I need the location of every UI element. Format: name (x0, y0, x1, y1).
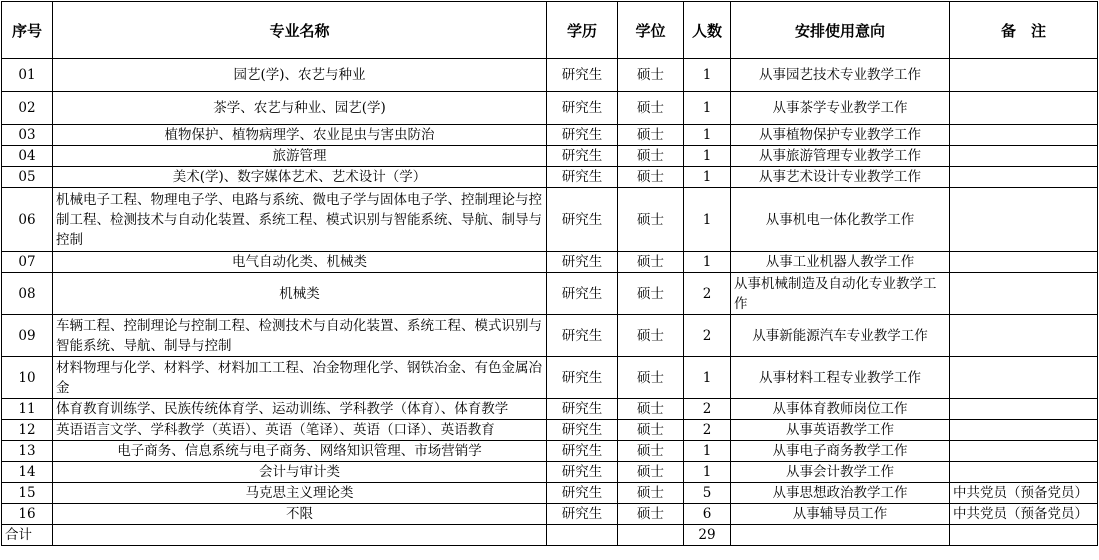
table-row (2, 399, 1098, 420)
cell-note (950, 92, 1098, 125)
cell-count: 1 (684, 59, 731, 92)
cell-intent: 从事辅导员工作 (731, 504, 950, 525)
cell-intent: 从事思想政治教学工作 (731, 483, 950, 504)
cell-degree: 硕士 (618, 483, 684, 504)
cell-index: 13 (2, 441, 53, 462)
cell-intent: 从事机电一体化教学工作 (731, 188, 950, 252)
cell-index: 03 (2, 125, 53, 146)
cell-education: 研究生 (547, 125, 618, 146)
cell-note (950, 59, 1098, 92)
cell-intent: 从事旅游管理专业教学工作 (731, 146, 950, 167)
cell-index: 08 (2, 273, 53, 315)
cell-degree: 硕士 (618, 146, 684, 167)
cell-note (950, 167, 1098, 188)
cell-major: 植物保护、植物病理学、农业昆虫与害虫防治 (53, 125, 547, 146)
header-intent: 安排使用意向 (731, 2, 950, 59)
cell-index: 12 (2, 420, 53, 441)
table-row (2, 483, 1098, 504)
cell-major: 材料物理与化学、材料学、材料加工工程、冶金物理化学、钢铁冶金、有色金属冶金 (53, 357, 547, 399)
cell-major: 车辆工程、控制理论与控制工程、检测技术与自动化装置、系统工程、模式识别与智能系统、导航、制导与控制 (53, 315, 547, 357)
cell-degree: 硕士 (618, 420, 684, 441)
cell-education: 研究生 (547, 441, 618, 462)
cell-index: 16 (2, 504, 53, 525)
cell-education: 研究生 (547, 188, 618, 252)
cell-major: 马克思主义理论类 (53, 483, 547, 504)
cell-count: 2 (684, 399, 731, 420)
cell-major: 旅游管理 (53, 146, 547, 167)
header-count: 人数 (684, 2, 731, 59)
cell-intent: 从事会计教学工作 (731, 462, 950, 483)
cell-count: 1 (684, 441, 731, 462)
cell-major: 不限 (53, 504, 547, 525)
cell-education: 研究生 (547, 92, 618, 125)
cell-major: 园艺(学)、农艺与种业 (53, 59, 547, 92)
cell-intent: 从事新能源汽车专业教学工作 (731, 315, 950, 357)
cell-count: 2 (684, 315, 731, 357)
header-education: 学历 (547, 2, 618, 59)
cell-major: 会计与审计类 (53, 462, 547, 483)
cell-education: 研究生 (547, 357, 618, 399)
recruitment-table (1, 1, 1098, 546)
cell-degree: 硕士 (618, 59, 684, 92)
cell-count: 6 (684, 504, 731, 525)
header-major: 专业名称 (53, 2, 547, 59)
cell-count: 5 (684, 483, 731, 504)
cell-intent: 从事机械制造及自动化专业教学工作 (731, 273, 950, 315)
total-empty-major (53, 525, 547, 546)
total-empty-degree (618, 525, 684, 546)
cell-major: 英语语言文学、学科教学（英语）、英语（笔译）、英语（口译）、英语教育 (53, 420, 547, 441)
total-label: 合计 (2, 525, 53, 546)
cell-major: 美术(学)、数字媒体艺术、艺术设计（学） (53, 167, 547, 188)
total-row (2, 525, 1098, 546)
cell-index: 10 (2, 357, 53, 399)
table-row (2, 59, 1098, 92)
cell-count: 1 (684, 125, 731, 146)
table-row (2, 146, 1098, 167)
cell-education: 研究生 (547, 146, 618, 167)
cell-intent: 从事材料工程专业教学工作 (731, 357, 950, 399)
cell-degree: 硕士 (618, 188, 684, 252)
cell-index: 09 (2, 315, 53, 357)
header-row (2, 2, 1098, 59)
cell-index: 11 (2, 399, 53, 420)
cell-index: 14 (2, 462, 53, 483)
cell-education: 研究生 (547, 483, 618, 504)
cell-degree: 硕士 (618, 167, 684, 188)
cell-index: 15 (2, 483, 53, 504)
cell-index: 05 (2, 167, 53, 188)
header-degree: 学位 (618, 2, 684, 59)
cell-major: 茶学、农艺与种业、园艺(学) (53, 92, 547, 125)
cell-note: 中共党员（预备党员） (950, 504, 1098, 525)
cell-education: 研究生 (547, 315, 618, 357)
table-row (2, 420, 1098, 441)
table-row (2, 252, 1098, 273)
cell-index: 07 (2, 252, 53, 273)
table-row (2, 441, 1098, 462)
cell-count: 2 (684, 420, 731, 441)
cell-count: 2 (684, 273, 731, 315)
cell-intent: 从事体育教师岗位工作 (731, 399, 950, 420)
header-index: 序号 (2, 2, 53, 59)
header-note: 备 注 (950, 2, 1098, 59)
cell-degree: 硕士 (618, 315, 684, 357)
cell-note (950, 399, 1098, 420)
cell-count: 1 (684, 462, 731, 483)
cell-note (950, 146, 1098, 167)
cell-degree: 硕士 (618, 92, 684, 125)
cell-education: 研究生 (547, 273, 618, 315)
cell-education: 研究生 (547, 399, 618, 420)
table-row (2, 167, 1098, 188)
cell-intent: 从事艺术设计专业教学工作 (731, 167, 950, 188)
cell-note (950, 357, 1098, 399)
cell-index: 02 (2, 92, 53, 125)
cell-intent: 从事茶学专业教学工作 (731, 92, 950, 125)
cell-note (950, 441, 1098, 462)
cell-index: 06 (2, 188, 53, 252)
cell-degree: 硕士 (618, 252, 684, 273)
cell-note (950, 462, 1098, 483)
cell-note: 中共党员（预备党员） (950, 483, 1098, 504)
cell-degree: 硕士 (618, 357, 684, 399)
cell-major: 电子商务、信息系统与电子商务、网络知识管理、市场营销学 (53, 441, 547, 462)
table-row (2, 462, 1098, 483)
cell-note (950, 252, 1098, 273)
total-count: 29 (684, 525, 731, 546)
cell-major: 体育教育训练学、民族传统体育学、运动训练、学科教学（体育）、体育教学 (53, 399, 547, 420)
cell-count: 1 (684, 146, 731, 167)
cell-degree: 硕士 (618, 441, 684, 462)
cell-education: 研究生 (547, 252, 618, 273)
cell-education: 研究生 (547, 462, 618, 483)
cell-intent: 从事植物保护专业教学工作 (731, 125, 950, 146)
total-empty-note (950, 525, 1098, 546)
cell-major: 机械电子工程、物理电子学、电路与系统、微电子学与固体电子学、控制理论与控制工程、检测技术与自动化装置、系统工程、模式识别与智能系统、导航、制导与控制 (53, 188, 547, 252)
table-row (2, 188, 1098, 252)
cell-note (950, 420, 1098, 441)
table-row (2, 357, 1098, 399)
cell-major: 电气自动化类、机械类 (53, 252, 547, 273)
cell-note (950, 315, 1098, 357)
cell-index: 01 (2, 59, 53, 92)
cell-count: 1 (684, 357, 731, 399)
cell-note (950, 188, 1098, 252)
cell-intent: 从事英语教学工作 (731, 420, 950, 441)
cell-education: 研究生 (547, 167, 618, 188)
cell-education: 研究生 (547, 504, 618, 525)
cell-education: 研究生 (547, 59, 618, 92)
table-body (2, 59, 1098, 546)
cell-index: 04 (2, 146, 53, 167)
cell-major: 机械类 (53, 273, 547, 315)
cell-count: 1 (684, 167, 731, 188)
table-row (2, 92, 1098, 125)
cell-degree: 硕士 (618, 273, 684, 315)
cell-degree: 硕士 (618, 125, 684, 146)
cell-count: 1 (684, 92, 731, 125)
table-row (2, 273, 1098, 315)
cell-count: 1 (684, 252, 731, 273)
cell-education: 研究生 (547, 420, 618, 441)
cell-intent: 从事园艺技术专业教学工作 (731, 59, 950, 92)
cell-note (950, 273, 1098, 315)
table-row (2, 504, 1098, 525)
total-empty-intent (731, 525, 950, 546)
cell-degree: 硕士 (618, 504, 684, 525)
cell-count: 1 (684, 188, 731, 252)
cell-degree: 硕士 (618, 399, 684, 420)
cell-intent: 从事工业机器人教学工作 (731, 252, 950, 273)
cell-note (950, 125, 1098, 146)
cell-degree: 硕士 (618, 462, 684, 483)
table-row (2, 125, 1098, 146)
table-row (2, 315, 1098, 357)
cell-intent: 从事电子商务教学工作 (731, 441, 950, 462)
total-empty-education (547, 525, 618, 546)
